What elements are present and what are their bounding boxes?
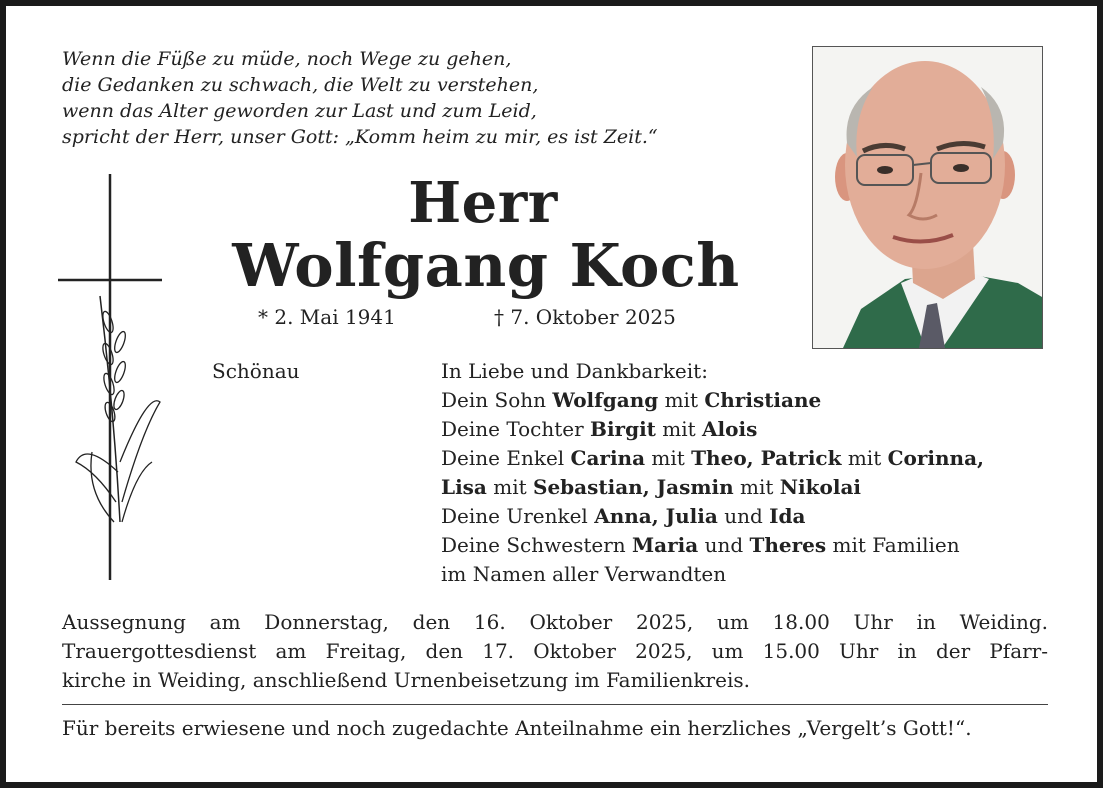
mourners-list xyxy=(441,357,1061,589)
mourner-line: Deine Tochter Birgit mit Alois xyxy=(441,417,758,441)
mourner-line: Lisa mit Sebastian, Jasmin mit Nikolai xyxy=(441,475,861,499)
death-date: † 7. Oktober 2025 xyxy=(494,305,676,329)
ceremony-line: Trauergottesdienst am Freitag, den 17. Oktober 2025, um 15.00 Uhr in der Pfarr- xyxy=(62,639,1048,663)
mourners-closing: im Namen aller Verwandten xyxy=(441,562,727,586)
mourner-line: Deine Schwestern Maria und Theres mit Familien xyxy=(441,533,960,557)
birth-date: * 2. Mai 1941 xyxy=(258,305,396,329)
poem-line: Wenn die Füße zu müde, noch Wege zu gehen, xyxy=(62,48,512,70)
mourners-intro: In Liebe und Dankbarkeit: xyxy=(441,359,708,383)
portrait-photo xyxy=(812,46,1043,349)
cross-with-wheat-icon xyxy=(56,172,166,582)
divider xyxy=(62,704,1048,705)
place-of-residence: Schönau xyxy=(212,359,300,383)
thanks-note: Für bereits erwiesene und noch zugedachte Anteilnahme ein herzliches „Vergelt’s Gott!“. xyxy=(62,716,972,740)
poem xyxy=(62,46,802,150)
ceremony-line: kirche in Weiding, anschließend Urnenbeisetzung im Familienkreis. xyxy=(62,668,750,692)
poem-line: spricht der Herr, unser Gott: „Komm heim zu mir, es ist Zeit.“ xyxy=(62,126,658,148)
mourner-line: Deine Urenkel Anna, Julia und Ida xyxy=(441,504,806,528)
ceremony-line: Aussegnung am Donnerstag, den 16. Oktober 2025, um 18.00 Uhr in Weiding. xyxy=(62,610,1048,634)
deceased-name: Wolfgang Koch xyxy=(232,231,740,300)
salutation: Herr xyxy=(408,170,558,236)
poem-line: wenn das Alter geworden zur Last und zum Leid, xyxy=(62,100,537,122)
poem-line: die Gedanken zu schwach, die Welt zu verstehen, xyxy=(62,74,539,96)
mourner-line: Dein Sohn Wolfgang mit Christiane xyxy=(441,388,822,412)
mourner-line: Deine Enkel Carina mit Theo, Patrick mit Corinna, xyxy=(441,446,984,470)
ceremony-details xyxy=(62,608,1048,695)
